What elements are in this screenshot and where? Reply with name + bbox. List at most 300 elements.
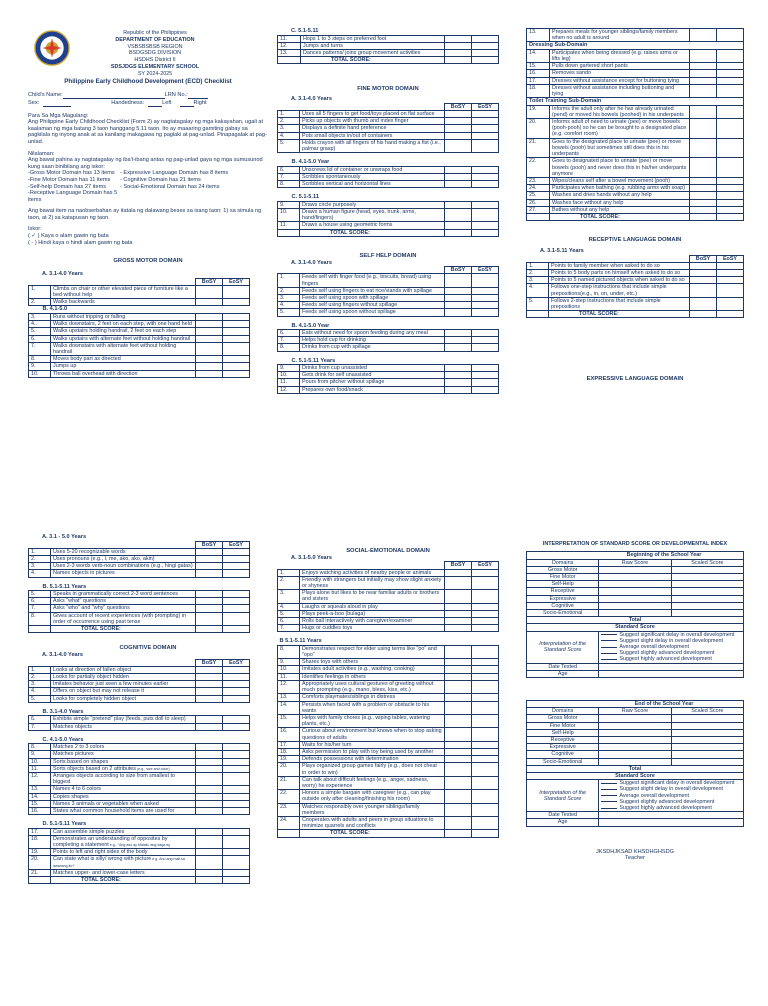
- bosy-score-cell[interactable]: [445, 625, 472, 632]
- legend-checkbox-line[interactable]: [601, 634, 617, 635]
- bosy-score-cell[interactable]: [445, 166, 472, 173]
- self-help-b-heading: B. 4.1-5.0 Year: [291, 322, 330, 329]
- legend-checkbox-line[interactable]: [601, 789, 617, 790]
- eosy-score-cell[interactable]: [472, 576, 499, 589]
- eosy-score-cell[interactable]: [223, 666, 250, 673]
- eosy-score-cell[interactable]: [472, 756, 499, 763]
- lrn-field[interactable]: [188, 92, 208, 99]
- bosy-score-cell[interactable]: [445, 756, 472, 763]
- eosy-score-cell[interactable]: [223, 674, 250, 681]
- raw-score-cell[interactable]: [599, 588, 671, 595]
- bosy-score-cell[interactable]: [690, 77, 717, 84]
- bosy-score-cell[interactable]: [445, 816, 472, 829]
- bosy-score-cell[interactable]: [196, 363, 223, 370]
- bosy-score-cell[interactable]: [445, 337, 472, 344]
- bosy-score-cell[interactable]: [445, 610, 472, 617]
- eosy-score-cell[interactable]: [223, 786, 250, 793]
- eosy-score-cell[interactable]: [472, 776, 499, 789]
- bosy-score-cell[interactable]: [445, 302, 472, 309]
- eosy-score-cell[interactable]: [472, 386, 499, 393]
- bosy-score-cell[interactable]: [690, 105, 717, 118]
- bosy-score-cell[interactable]: [445, 344, 472, 351]
- eosy-score-cell[interactable]: [472, 625, 499, 632]
- bosy-score-cell[interactable]: [445, 139, 472, 152]
- eosy-score-cell[interactable]: [472, 294, 499, 301]
- bosy-score-cell[interactable]: [196, 807, 223, 814]
- bosy-score-cell[interactable]: [196, 591, 223, 598]
- eosy-score-cell[interactable]: [223, 605, 250, 612]
- checklist-item-row: [29, 548, 250, 555]
- raw-score-cell[interactable]: [599, 737, 671, 744]
- eosy-score-cell[interactable]: [472, 111, 499, 118]
- checklist-item-row: [278, 756, 499, 763]
- raw-score-cell[interactable]: [599, 566, 671, 573]
- bosy-score-cell[interactable]: [690, 158, 717, 178]
- checklist-item-row: [278, 132, 499, 139]
- bosy-score-cell[interactable]: [445, 618, 472, 625]
- eosy-score-cell[interactable]: [223, 716, 250, 723]
- eosy-score-cell[interactable]: [472, 35, 499, 42]
- child-name-label: Child's Name:: [28, 91, 63, 98]
- eosy-score-cell[interactable]: [472, 728, 499, 741]
- scaled-score-cell[interactable]: [671, 737, 743, 744]
- eosy-score-cell[interactable]: [717, 138, 744, 158]
- eosy-score-cell[interactable]: [472, 701, 499, 714]
- item-number: 15.: [527, 63, 550, 70]
- checklist-item-row: [278, 610, 499, 617]
- eosy-score-cell[interactable]: [472, 603, 499, 610]
- eosy-score-cell[interactable]: [472, 694, 499, 701]
- bosy-score-cell[interactable]: [445, 763, 472, 776]
- eosy-score-cell[interactable]: [472, 166, 499, 173]
- eosy-score-cell[interactable]: [223, 370, 250, 377]
- bosy-score-cell[interactable]: [690, 177, 717, 184]
- eosy-score-cell[interactable]: [717, 277, 744, 284]
- item-description: Holds crayon with all fingers of his hand making a fist (i.e., palmar grasp): [300, 139, 445, 152]
- item-number: 11.: [278, 673, 300, 680]
- eosy-score-cell[interactable]: [472, 329, 499, 336]
- eosy-score-cell[interactable]: [472, 569, 499, 576]
- bosy-score-cell[interactable]: [445, 294, 472, 301]
- eosy-score-cell[interactable]: [223, 751, 250, 758]
- checklist-item-row: [527, 199, 744, 206]
- checklist-item-row: [527, 77, 744, 84]
- bosy-score-cell[interactable]: [196, 681, 223, 688]
- eosy-score-cell[interactable]: [717, 158, 744, 178]
- bosy-score-cell[interactable]: [690, 185, 717, 192]
- eosy-score-cell[interactable]: [223, 849, 250, 856]
- scaled-score-cell[interactable]: [671, 751, 743, 758]
- bosy-score-cell[interactable]: [445, 659, 472, 666]
- item-description: Follows 2-step instructions that include simple prepositions: [549, 297, 690, 310]
- bosy-score-cell[interactable]: [196, 674, 223, 681]
- bosy-score-cell[interactable]: [445, 569, 472, 576]
- item-number: 2.: [278, 287, 300, 294]
- bosy-score-cell[interactable]: [196, 299, 223, 306]
- bosy-score-cell[interactable]: [445, 645, 472, 658]
- bosy-score-cell[interactable]: [445, 50, 472, 57]
- left-field[interactable]: [148, 100, 162, 107]
- bosy-score-cell[interactable]: [445, 694, 472, 701]
- eosy-score-cell[interactable]: [223, 772, 250, 785]
- eosy-score-cell[interactable]: [223, 356, 250, 363]
- domain-score-row: [527, 751, 744, 758]
- bosy-score-cell[interactable]: [196, 313, 223, 320]
- eosy-score-cell[interactable]: [717, 199, 744, 206]
- eosy-score-cell[interactable]: [717, 297, 744, 310]
- eosy-score-cell[interactable]: [223, 828, 250, 835]
- bosy-score-cell[interactable]: [445, 728, 472, 741]
- item-description: Uses 5-20 recognizable words: [51, 548, 196, 555]
- eosy-score-cell[interactable]: [223, 598, 250, 605]
- bosy-score-cell[interactable]: [445, 287, 472, 294]
- bosy-score-cell[interactable]: [690, 29, 717, 42]
- eosy-score-cell[interactable]: [717, 119, 744, 139]
- bosy-score-cell[interactable]: [445, 803, 472, 816]
- eosy-score-cell[interactable]: [223, 723, 250, 730]
- bosy-score-cell[interactable]: [196, 605, 223, 612]
- eosy-score-cell[interactable]: [472, 344, 499, 351]
- eosy-score-cell[interactable]: [472, 118, 499, 125]
- bosy-score-cell[interactable]: [445, 590, 472, 603]
- scaled-score-cell[interactable]: [671, 715, 743, 722]
- bosy-header: BoSY: [196, 278, 223, 285]
- eosy-score-cell[interactable]: [472, 125, 499, 132]
- department-line: DEPARTMENT OF EDUCATION: [115, 36, 195, 43]
- item-description: Arranges objects according to size from smallest to biggest: [51, 772, 196, 785]
- eosy-score-cell[interactable]: [472, 365, 499, 372]
- scaled-score-cell[interactable]: [671, 595, 743, 602]
- bosy-score-cell[interactable]: [196, 598, 223, 605]
- bosy-score-cell[interactable]: [445, 365, 472, 372]
- eosy-score-cell[interactable]: [717, 84, 744, 97]
- eosy-score-cell[interactable]: [223, 807, 250, 814]
- eosy-score-cell[interactable]: [472, 50, 499, 57]
- eosy-score-cell[interactable]: [717, 192, 744, 199]
- raw-score-cell[interactable]: [599, 595, 671, 602]
- legend-checkbox-line[interactable]: [601, 808, 617, 809]
- legend-checkbox-line[interactable]: [601, 647, 617, 648]
- bosy-score-cell[interactable]: [690, 63, 717, 70]
- checklist-item-row: [29, 335, 250, 342]
- bosy-score-cell[interactable]: [445, 111, 472, 118]
- eosy-score-cell[interactable]: [223, 744, 250, 751]
- bosy-score-cell[interactable]: [445, 125, 472, 132]
- bosy-score-cell[interactable]: [690, 284, 717, 297]
- raw-score-cell[interactable]: [599, 722, 671, 729]
- bosy-score-cell[interactable]: [445, 329, 472, 336]
- scaled-score-cell[interactable]: [671, 744, 743, 751]
- eosy-score-cell[interactable]: [223, 869, 250, 876]
- eosy-score-cell[interactable]: [472, 659, 499, 666]
- eosy-score-cell[interactable]: [717, 284, 744, 297]
- eosy-score-cell[interactable]: [472, 132, 499, 139]
- bosy-score-cell[interactable]: [690, 49, 717, 62]
- eosy-score-cell[interactable]: [472, 208, 499, 221]
- age-field[interactable]: [599, 819, 744, 826]
- eosy-score-cell[interactable]: [223, 285, 250, 298]
- bosy-score-cell[interactable]: [196, 688, 223, 695]
- eosy-score-cell[interactable]: [223, 793, 250, 800]
- eosy-score-cell[interactable]: [472, 610, 499, 617]
- eosy-score-cell[interactable]: [223, 563, 250, 570]
- eosy-score-cell[interactable]: [472, 763, 499, 776]
- bosy-score-cell[interactable]: [445, 748, 472, 755]
- eosy-score-cell[interactable]: [472, 337, 499, 344]
- raw-score-cell[interactable]: [599, 610, 671, 617]
- bosy-score-cell[interactable]: [196, 849, 223, 856]
- eosy-score-cell[interactable]: [223, 758, 250, 765]
- domain-count-item: -Self-help Domain has 27 items: [28, 183, 107, 190]
- scaled-score-cell[interactable]: [671, 573, 743, 580]
- bosy-score-cell[interactable]: [690, 262, 717, 269]
- scaled-score-cell[interactable]: [671, 729, 743, 736]
- raw-score-cell[interactable]: [599, 715, 671, 722]
- scaled-score-cell[interactable]: [671, 722, 743, 729]
- cognitive-table: [28, 659, 250, 885]
- sex-field[interactable]: [43, 100, 71, 107]
- legend-checkbox-line[interactable]: [601, 783, 617, 784]
- scaled-score-cell[interactable]: [671, 602, 743, 609]
- eosy-score-cell[interactable]: [472, 181, 499, 188]
- bosy-score-cell[interactable]: [196, 723, 223, 730]
- bosy-score-cell[interactable]: [445, 118, 472, 125]
- eosy-score-cell[interactable]: [472, 274, 499, 287]
- eosy-score-cell[interactable]: [472, 42, 499, 49]
- eosy-score-cell[interactable]: [472, 309, 499, 316]
- bosy-score-cell[interactable]: [690, 84, 717, 97]
- bosy-score-cell[interactable]: [196, 744, 223, 751]
- eosy-score-cell[interactable]: [223, 321, 250, 328]
- eosy-score-cell[interactable]: [223, 695, 250, 702]
- eosy-score-cell[interactable]: [717, 49, 744, 62]
- bosy-score-cell[interactable]: [196, 751, 223, 758]
- eosy-score-cell[interactable]: [223, 335, 250, 342]
- bosy-score-cell[interactable]: [196, 856, 223, 869]
- bosy-score-cell[interactable]: [445, 372, 472, 379]
- scaled-score-cell[interactable]: [671, 566, 743, 573]
- eosy-score-cell[interactable]: [223, 681, 250, 688]
- eosy-score-cell[interactable]: [472, 201, 499, 208]
- bosy-score-cell[interactable]: [445, 201, 472, 208]
- bosy-score-cell[interactable]: [196, 758, 223, 765]
- bosy-score-cell[interactable]: [690, 206, 717, 213]
- eosy-score-cell[interactable]: [717, 29, 744, 42]
- item-number: 9.: [29, 751, 51, 758]
- legend-checkbox-line[interactable]: [601, 801, 617, 802]
- bosy-score-cell[interactable]: [690, 199, 717, 206]
- bosy-score-cell[interactable]: [445, 666, 472, 673]
- column-right: [526, 28, 744, 383]
- date-tested-field[interactable]: [599, 812, 744, 819]
- eosy-score-cell[interactable]: [223, 363, 250, 370]
- bosy-score-cell[interactable]: [196, 285, 223, 298]
- legend-checkbox-line[interactable]: [601, 795, 617, 796]
- eosy-header: EoSY: [717, 255, 744, 262]
- eosy-score-cell[interactable]: [717, 105, 744, 118]
- eosy-score-cell[interactable]: [223, 800, 250, 807]
- bosy-score-cell[interactable]: [445, 714, 472, 727]
- bosy-score-cell[interactable]: [445, 386, 472, 393]
- raw-score-cell[interactable]: [599, 729, 671, 736]
- bosy-score-cell[interactable]: [690, 297, 717, 310]
- item-description: Points to left and right sides of the body: [51, 849, 196, 856]
- eosy-score-cell[interactable]: [472, 173, 499, 180]
- bosy-score-cell[interactable]: [196, 793, 223, 800]
- eosy-score-cell[interactable]: [717, 177, 744, 184]
- scaled-score-cell[interactable]: [671, 581, 743, 588]
- checklist-item-row: [29, 765, 250, 772]
- legend-checkbox-line[interactable]: [601, 653, 617, 654]
- bosy-score-cell[interactable]: [690, 192, 717, 199]
- column-left: [28, 30, 268, 378]
- eosy-score-cell[interactable]: [472, 816, 499, 829]
- bosy-score-cell[interactable]: [196, 570, 223, 577]
- eosy-score-cell[interactable]: [717, 70, 744, 77]
- eosy-score-cell[interactable]: [472, 714, 499, 727]
- eosy-score-cell[interactable]: [717, 63, 744, 70]
- eosy-score-cell[interactable]: [472, 287, 499, 294]
- bosy-score-cell[interactable]: [690, 70, 717, 77]
- domain-name: Expressive: [527, 744, 599, 751]
- eosy-score-cell[interactable]: [717, 262, 744, 269]
- eosy-score-cell[interactable]: [223, 856, 250, 869]
- eosy-score-cell[interactable]: [223, 548, 250, 555]
- legend-checkbox-line[interactable]: [601, 659, 617, 660]
- bosy-score-cell[interactable]: [196, 772, 223, 785]
- bosy-score-cell[interactable]: [445, 42, 472, 49]
- bosy-score-cell[interactable]: [445, 776, 472, 789]
- eosy-score-cell[interactable]: [472, 222, 499, 229]
- eosy-score-cell[interactable]: [472, 645, 499, 658]
- bosy-score-cell[interactable]: [196, 800, 223, 807]
- eosy-score-cell[interactable]: [717, 269, 744, 276]
- bosy-score-cell[interactable]: [196, 716, 223, 723]
- bosy-score-cell[interactable]: [690, 138, 717, 158]
- bosy-score-cell[interactable]: [196, 695, 223, 702]
- checklist-item-row: [278, 701, 499, 714]
- eosy-score-cell[interactable]: [223, 612, 250, 625]
- bosy-score-cell[interactable]: [196, 556, 223, 563]
- bosy-score-cell[interactable]: [445, 576, 472, 589]
- bosy-score-cell[interactable]: [196, 765, 223, 772]
- bosy-score-cell[interactable]: [196, 563, 223, 570]
- eosy-score-cell[interactable]: [223, 688, 250, 695]
- eosy-score-cell[interactable]: [223, 342, 250, 355]
- bosy-score-cell[interactable]: [196, 370, 223, 377]
- eosy-score-cell[interactable]: [472, 590, 499, 603]
- eosy-score-cell[interactable]: [472, 680, 499, 693]
- eosy-score-cell[interactable]: [223, 556, 250, 563]
- scaled-score-cell[interactable]: [671, 588, 743, 595]
- item-number: 13.: [527, 29, 550, 42]
- bosy-score-cell[interactable]: [196, 786, 223, 793]
- age-field[interactable]: [599, 670, 744, 677]
- handedness-label: Handedness:: [111, 99, 145, 106]
- bosy-score-cell[interactable]: [445, 222, 472, 229]
- bosy-score-cell[interactable]: [196, 869, 223, 876]
- bosy-score-cell[interactable]: [445, 680, 472, 693]
- eosy-score-cell[interactable]: [472, 372, 499, 379]
- eosy-score-cell[interactable]: [472, 748, 499, 755]
- eosy-score-cell[interactable]: [472, 790, 499, 803]
- eosy-score-cell[interactable]: [223, 570, 250, 577]
- bosy-score-cell[interactable]: [196, 321, 223, 328]
- bosy-score-cell[interactable]: [196, 356, 223, 363]
- scaled-score-cell[interactable]: [671, 758, 743, 765]
- raw-score-cell[interactable]: [599, 602, 671, 609]
- bosy-score-cell[interactable]: [196, 666, 223, 673]
- bosy-score-cell[interactable]: [445, 741, 472, 748]
- bosy-score-cell[interactable]: [196, 342, 223, 355]
- bosy-score-cell[interactable]: [690, 119, 717, 139]
- item-number: 24.: [527, 185, 550, 192]
- raw-score-cell[interactable]: [599, 751, 671, 758]
- bosy-score-cell[interactable]: [196, 835, 223, 848]
- bosy-score-cell[interactable]: [690, 277, 717, 284]
- bosy-score-cell[interactable]: [445, 274, 472, 287]
- bosy-score-cell[interactable]: [445, 701, 472, 714]
- bosy-score-cell[interactable]: [196, 612, 223, 625]
- bosy-score-cell[interactable]: [445, 379, 472, 386]
- eosy-score-cell[interactable]: [472, 379, 499, 386]
- bosy-score-cell[interactable]: [445, 790, 472, 803]
- right-field[interactable]: [180, 100, 194, 107]
- item-number: 18.: [278, 748, 300, 755]
- bosy-score-cell[interactable]: [445, 181, 472, 188]
- eosy-score-cell[interactable]: [472, 741, 499, 748]
- eosy-score-cell[interactable]: [223, 313, 250, 320]
- eosy-score-cell[interactable]: [223, 299, 250, 306]
- date-tested-field[interactable]: [599, 663, 744, 670]
- legend-checkbox-line[interactable]: [601, 640, 617, 641]
- item-number: 2.: [29, 556, 51, 563]
- bosy-score-cell[interactable]: [445, 35, 472, 42]
- bosy-score-cell[interactable]: [445, 673, 472, 680]
- bosy-score-cell[interactable]: [196, 548, 223, 555]
- eosy-score-cell[interactable]: [472, 673, 499, 680]
- bosy-score-cell[interactable]: [445, 603, 472, 610]
- eosy-score-cell[interactable]: [223, 765, 250, 772]
- raw-score-cell[interactable]: [599, 581, 671, 588]
- bosy-score-cell[interactable]: [690, 269, 717, 276]
- raw-score-cell[interactable]: [599, 744, 671, 751]
- bosy-score-cell[interactable]: [196, 828, 223, 835]
- item-number: 14.: [29, 793, 51, 800]
- raw-score-cell[interactable]: [599, 758, 671, 765]
- child-name-field[interactable]: [63, 92, 165, 99]
- eosy-score-cell[interactable]: [717, 185, 744, 192]
- eosy-score-cell[interactable]: [717, 206, 744, 213]
- eosy-score-cell[interactable]: [472, 803, 499, 816]
- bosy-score-cell[interactable]: [196, 328, 223, 335]
- eosy-score-cell[interactable]: [472, 139, 499, 152]
- bosy-score-cell[interactable]: [445, 208, 472, 221]
- eosy-score-cell[interactable]: [472, 666, 499, 673]
- bosy-score-cell[interactable]: [196, 335, 223, 342]
- eosy-score-cell[interactable]: [223, 591, 250, 598]
- eosy-score-cell[interactable]: [717, 77, 744, 84]
- eosy-score-cell[interactable]: [223, 835, 250, 848]
- raw-score-cell[interactable]: [599, 573, 671, 580]
- bosy-score-cell[interactable]: [445, 173, 472, 180]
- bosy-score-cell[interactable]: [445, 132, 472, 139]
- scaled-score-cell[interactable]: [671, 610, 743, 617]
- bosy-score-cell[interactable]: [445, 309, 472, 316]
- eosy-score-cell[interactable]: [472, 618, 499, 625]
- eosy-score-cell[interactable]: [472, 302, 499, 309]
- eosy-score-cell[interactable]: [223, 328, 250, 335]
